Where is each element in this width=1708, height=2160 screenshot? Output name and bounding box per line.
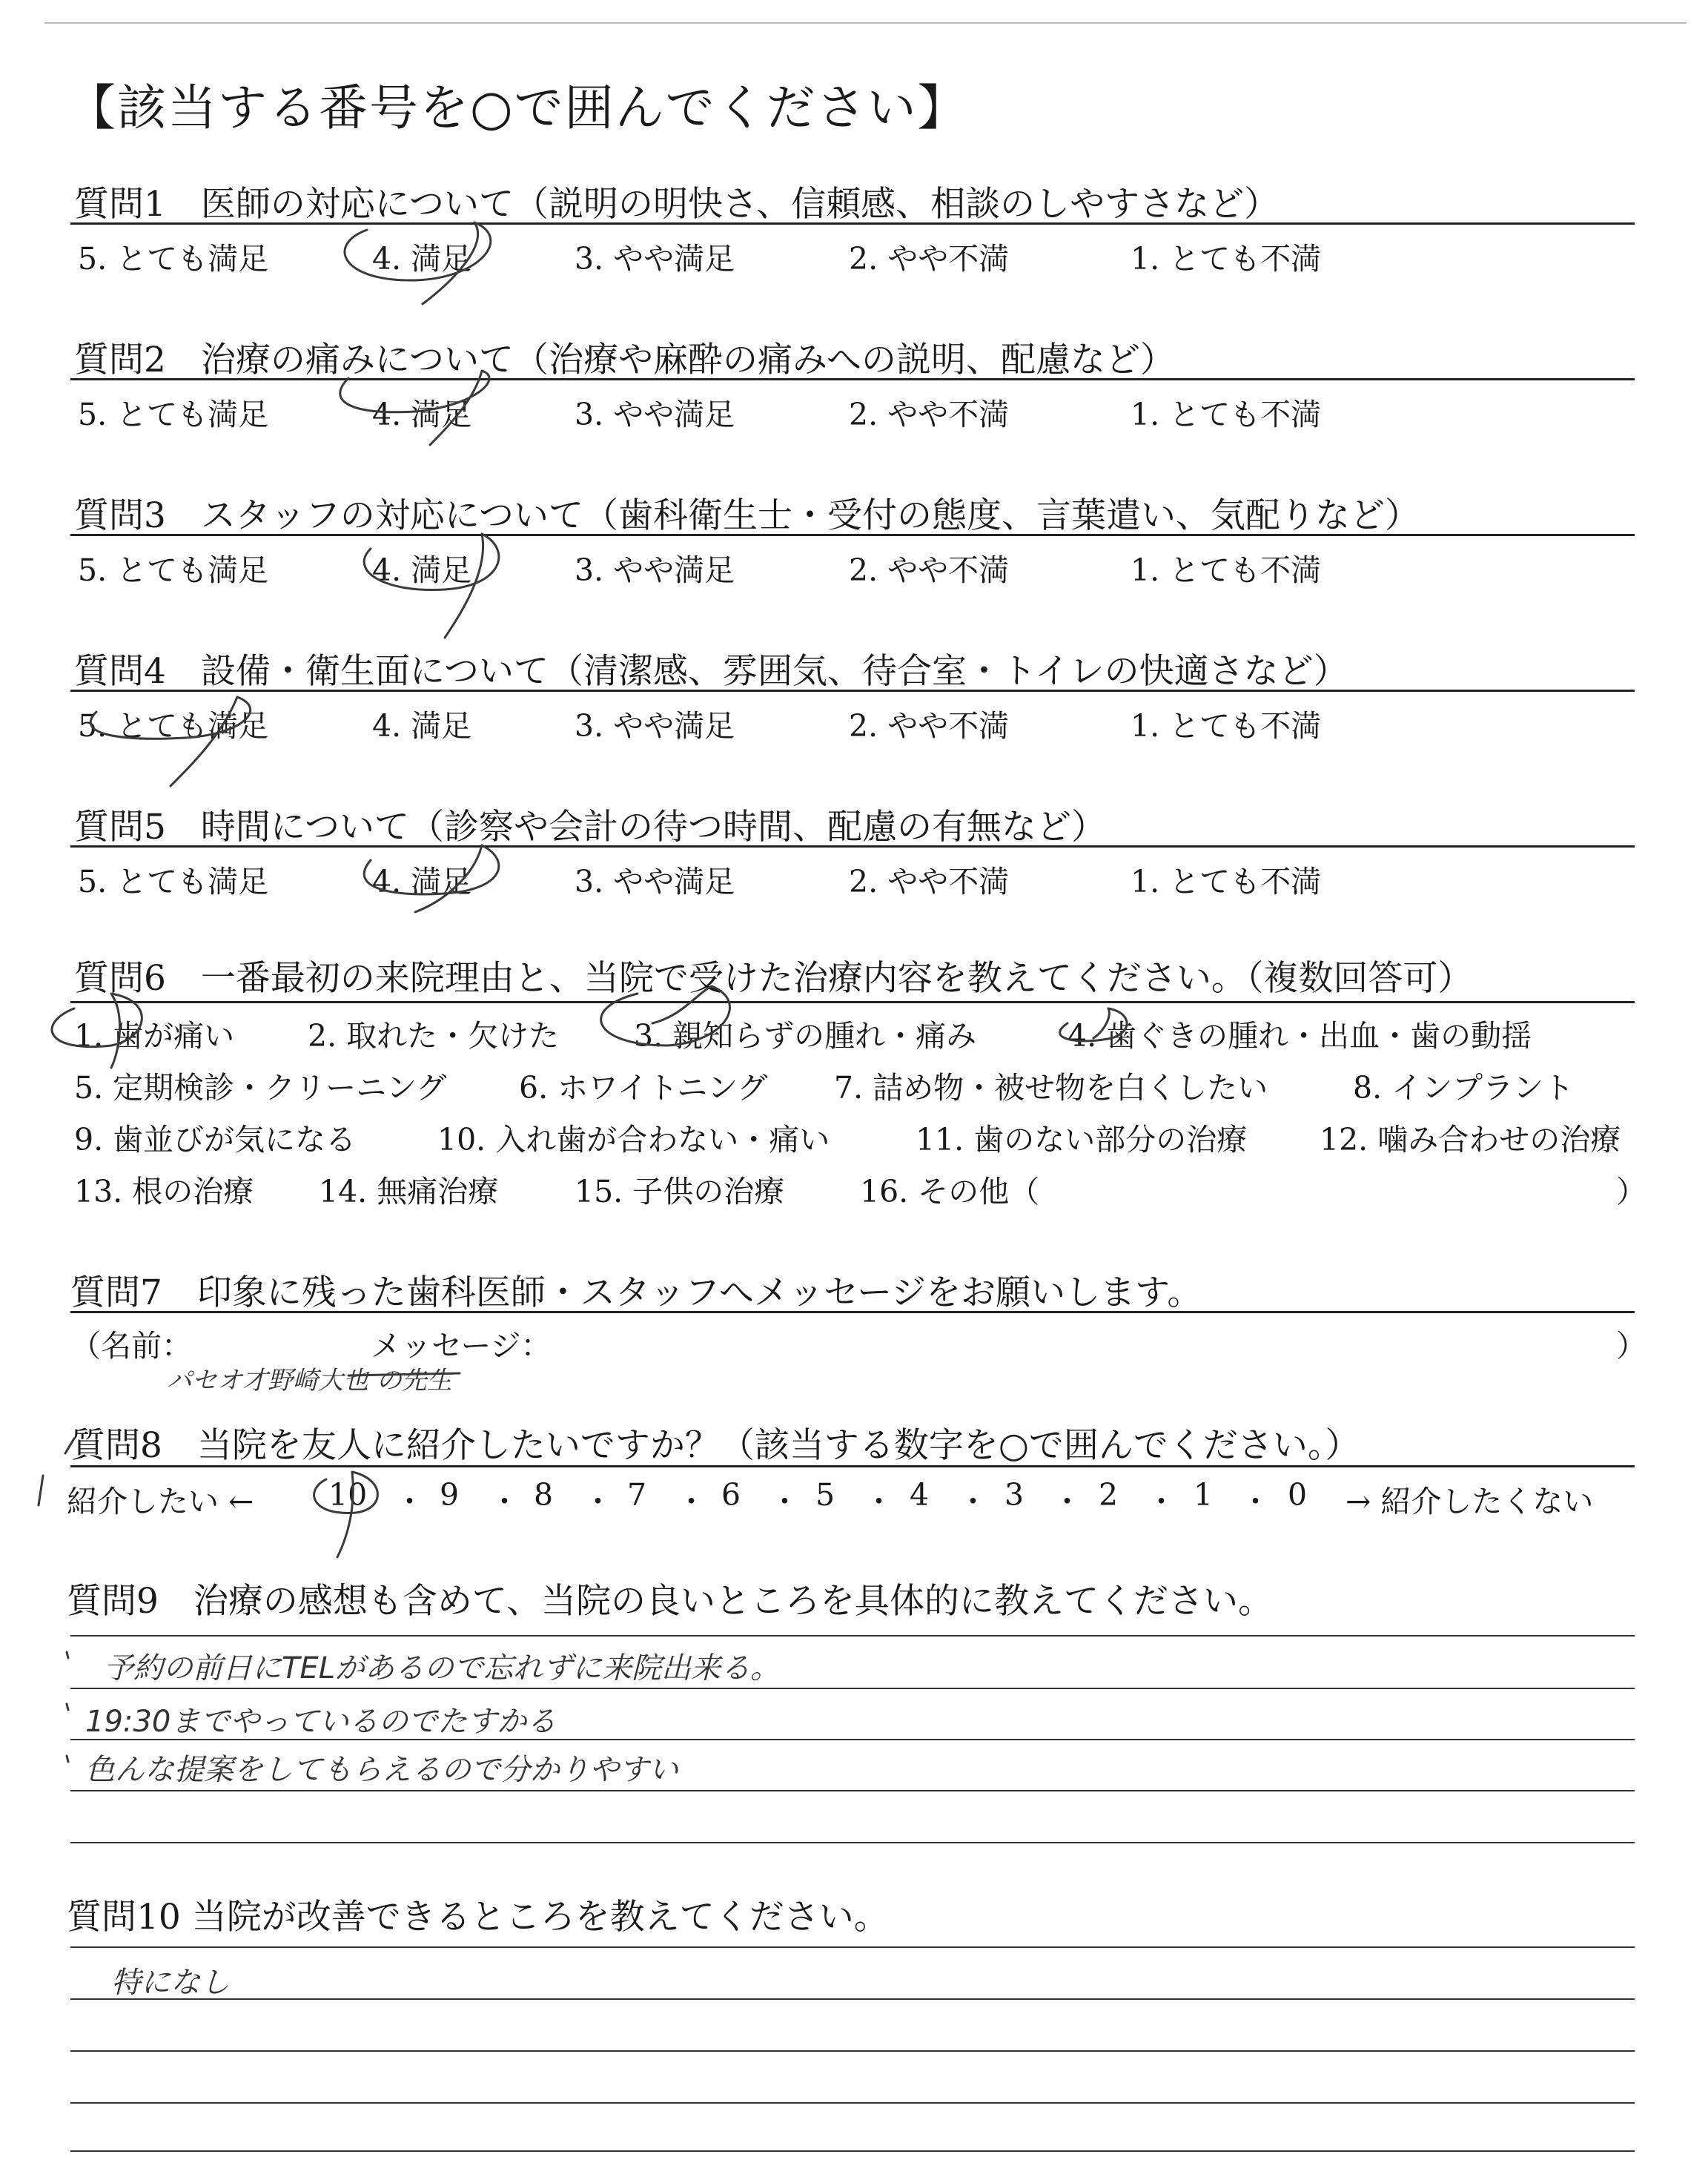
question-5-rule — [70, 845, 1635, 848]
q8-sep: ・ — [1146, 1484, 1176, 1519]
question-8-rule — [70, 1465, 1635, 1467]
question-2-rule — [70, 378, 1635, 380]
q8-sep: ・ — [489, 1484, 520, 1519]
question-10-text: 質問10 当院が改善できるところを教えてください。 — [67, 1897, 889, 1938]
q8-scale-1[interactable]: 1 — [1194, 1477, 1214, 1513]
q6-option-9[interactable]: 9. 歯並びが気になる — [74, 1122, 357, 1157]
q7-name-label: （名前： — [70, 1328, 192, 1364]
answer-line — [70, 1688, 1635, 1689]
q8-scale-4[interactable]: 4 — [910, 1477, 930, 1513]
q2-option-5[interactable]: 5. とても満足 — [78, 397, 269, 432]
q7-close: ） — [1616, 1328, 1646, 1364]
q6-option-1[interactable]: 1. 歯が痛い — [74, 1018, 235, 1054]
bullet-mark — [67, 1704, 68, 1710]
answer-line — [70, 1790, 1635, 1791]
question-5-text: 質問5 時間について（診察や会計の待つ時間、配慮の有無など） — [74, 807, 1106, 848]
question-6-rule — [70, 1001, 1635, 1003]
question-7-text: 質問7 印象に残った歯科医師・スタッフへメッセージをお願いします。 — [70, 1272, 1202, 1313]
q8-scale-2[interactable]: 2 — [1099, 1477, 1119, 1513]
q8-sep: ・ — [583, 1484, 613, 1519]
q7-handwritten-message: パセオ才野崎大也 の先生 — [167, 1366, 452, 1396]
q4-option-4[interactable]: 4. 満足 — [372, 708, 472, 744]
answer-line — [70, 2150, 1635, 2152]
q6-option-11[interactable]: 11. 歯のない部分の治療 — [916, 1122, 1248, 1157]
q8-right-label: → 紹介したくない — [1345, 1484, 1594, 1519]
q1-option-3[interactable]: 3. やや満足 — [575, 241, 735, 277]
question-9-text: 質問9 治療の感想も含めて、当院の良いところを具体的に教えてください。 — [67, 1581, 1273, 1622]
q4-option-1[interactable]: 1. とても不満 — [1131, 708, 1322, 744]
q6-option-10[interactable]: 10. 入れ歯が合わない・痛い — [437, 1122, 830, 1157]
page-title: 【該当する番号を○で囲んでください】 — [67, 79, 968, 136]
q1-option-5[interactable]: 5. とても満足 — [78, 241, 269, 277]
scan-top-edge — [44, 22, 1687, 24]
q10-answer-1: 特になし — [111, 1966, 230, 2000]
q8-sep: ・ — [769, 1484, 800, 1519]
q8-sep: ・ — [394, 1484, 425, 1519]
q8-sep: ・ — [1240, 1484, 1271, 1519]
answer-line — [70, 1635, 1635, 1636]
q5-option-2[interactable]: 2. やや不満 — [849, 864, 1010, 899]
q5-option-3[interactable]: 3. やや満足 — [575, 864, 735, 899]
question-4-rule — [70, 690, 1635, 692]
margin-mark — [39, 1476, 43, 1505]
q9-answer-1: 予約の前日にTELがあるので忘れずに来院出来る。 — [104, 1651, 780, 1685]
q5-option-1[interactable]: 1. とても不満 — [1131, 864, 1322, 899]
q8-sep: ・ — [676, 1484, 706, 1519]
q6-option-13[interactable]: 13. 根の治療 — [74, 1174, 254, 1209]
q3-option-3[interactable]: 3. やや満足 — [575, 552, 735, 588]
answer-line — [70, 1998, 1635, 2000]
q8-sep: ・ — [958, 1484, 988, 1519]
q6-other-close: ） — [1616, 1174, 1646, 1209]
q2-option-1[interactable]: 1. とても不満 — [1131, 397, 1322, 432]
q5-option-5[interactable]: 5. とても満足 — [78, 864, 269, 899]
question-7-rule — [70, 1311, 1635, 1313]
q6-option-8[interactable]: 8. インプラント — [1353, 1070, 1575, 1106]
q6-option-15[interactable]: 15. 子供の治療 — [575, 1174, 785, 1209]
q6-option-4[interactable]: 4. 歯ぐきの腫れ・出血・歯の動揺 — [1068, 1018, 1532, 1054]
q8-scale-5[interactable]: 5 — [815, 1477, 835, 1513]
q8-sep: ・ — [1052, 1484, 1082, 1519]
answer-line — [70, 1946, 1635, 1948]
q9-answer-2: 19:30までやっているのでたすかる — [85, 1705, 557, 1739]
q8-scale-10[interactable]: 10 — [328, 1477, 368, 1513]
q6-option-14[interactable]: 14. 無痛治療 — [319, 1174, 499, 1209]
q8-sep: ・ — [864, 1484, 894, 1519]
question-2-text: 質問2 治療の痛みについて（治療や麻酔の痛みへの説明、配慮など） — [74, 340, 1176, 380]
q6-option-16[interactable]: 16. その他（ — [860, 1174, 1040, 1209]
question-3-text: 質問3 スタッフの対応について（歯科衛生士・受付の態度、言葉遣い、気配りなど） — [74, 495, 1420, 536]
bullet-mark — [67, 1652, 68, 1658]
q4-option-2[interactable]: 2. やや不満 — [849, 708, 1010, 744]
q3-option-1[interactable]: 1. とても不満 — [1131, 552, 1322, 588]
q6-option-3[interactable]: 3. 親知らずの腫れ・痛み — [634, 1018, 977, 1054]
q6-option-5[interactable]: 5. 定期検診・クリーニング — [74, 1070, 447, 1106]
q3-option-2[interactable]: 2. やや不満 — [849, 552, 1010, 588]
question-4-text: 質問4 設備・衛生面について（清潔感、雰囲気、待合室・トイレの快適さなど） — [74, 651, 1348, 692]
q3-option-5[interactable]: 5. とても満足 — [78, 552, 269, 588]
q8-scale-9[interactable]: 9 — [440, 1477, 460, 1513]
q1-option-4[interactable]: 4. 満足 — [372, 241, 472, 277]
q8-scale-6[interactable]: 6 — [721, 1477, 741, 1513]
q6-option-7[interactable]: 7. 詰め物・被せ物を白くしたい — [834, 1070, 1268, 1106]
question-1-rule — [70, 222, 1635, 225]
question-6-text: 質問6 一番最初の来院理由と、当院で受けた治療内容を教えてください。（複数回答可） — [74, 958, 1473, 999]
q4-option-5[interactable]: 5. とても満足 — [78, 708, 269, 744]
q2-option-4[interactable]: 4. 満足 — [372, 397, 472, 432]
answer-line — [70, 1842, 1635, 1843]
q2-option-2[interactable]: 2. やや不満 — [849, 397, 1010, 432]
q1-option-1[interactable]: 1. とても不満 — [1131, 241, 1322, 277]
answer-line — [70, 2102, 1635, 2104]
q1-option-2[interactable]: 2. やや不満 — [849, 241, 1010, 277]
q8-scale-7[interactable]: 7 — [627, 1477, 647, 1513]
q6-option-6[interactable]: 6. ホワイトニング — [519, 1070, 768, 1106]
q6-option-2[interactable]: 2. 取れた・欠けた — [308, 1018, 560, 1054]
q8-left-label: 紹介したい ← — [67, 1484, 254, 1519]
question-1-text: 質問1 医師の対応について（説明の明快さ、信頼感、相談のしやすさなど） — [74, 184, 1280, 225]
q5-option-4[interactable]: 4. 満足 — [372, 864, 472, 899]
q2-option-3[interactable]: 3. やや満足 — [575, 397, 735, 432]
q8-scale-0[interactable]: 0 — [1288, 1477, 1308, 1513]
q9-answer-3: 色んな提案をしてもらえるので分かりやすい — [85, 1753, 678, 1787]
q8-scale-3[interactable]: 3 — [1004, 1477, 1025, 1513]
q6-option-12[interactable]: 12. 噛み合わせの治療 — [1320, 1122, 1621, 1157]
answer-line — [70, 2050, 1635, 2052]
q7-message-label: メッセージ： — [371, 1328, 552, 1364]
q4-option-3[interactable]: 3. やや満足 — [575, 708, 735, 744]
question-3-rule — [70, 534, 1635, 536]
bullet-mark — [67, 1756, 68, 1762]
question-8-text: 質問8 当院を友人に紹介したいですか？（該当する数字を○で囲んでください。） — [70, 1425, 1360, 1466]
q8-scale-8[interactable]: 8 — [534, 1477, 554, 1513]
q3-option-4[interactable]: 4. 満足 — [372, 552, 472, 588]
